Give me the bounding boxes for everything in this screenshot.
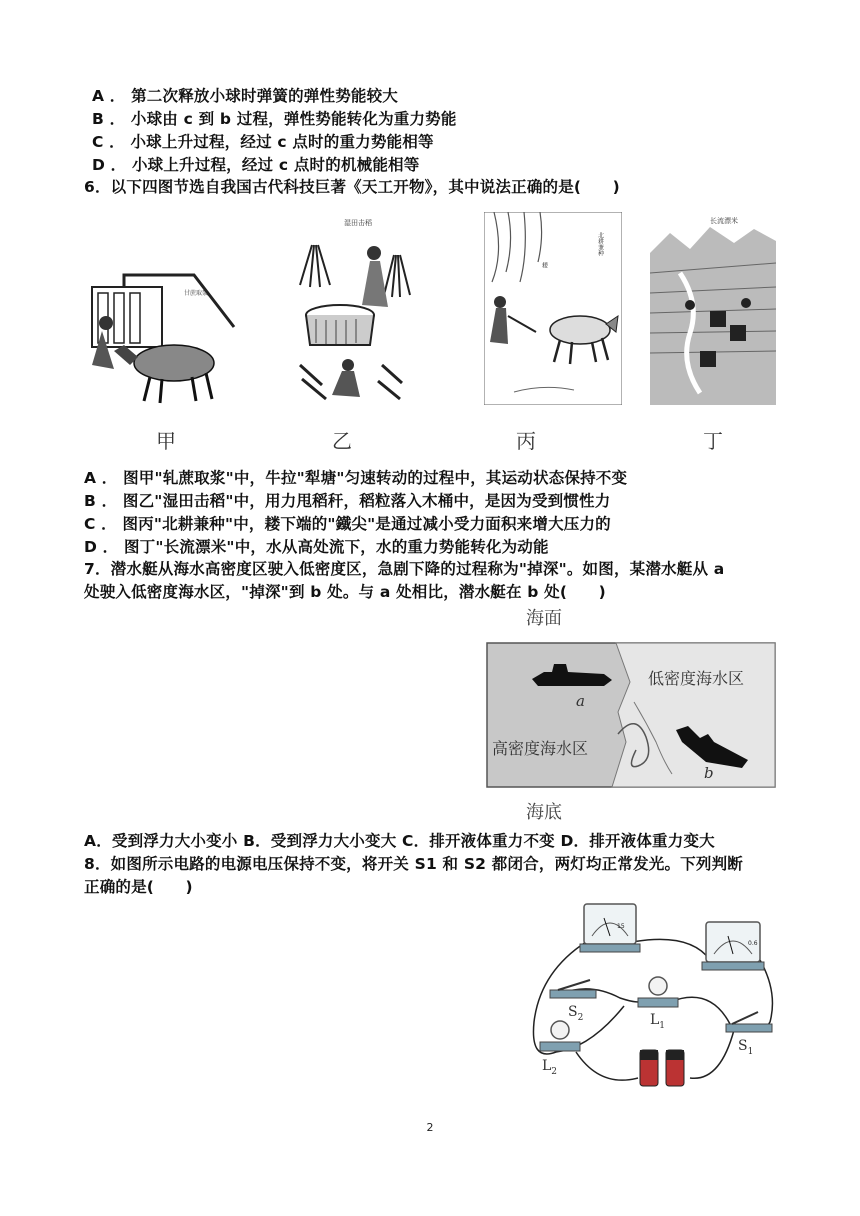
label-sea-floor: 海底 bbox=[526, 802, 562, 823]
page-number: 2 bbox=[426, 1121, 434, 1134]
figure-jia-sugarcane-press bbox=[84, 265, 240, 405]
label-s2 bbox=[568, 1004, 583, 1023]
label-s2-letter: S bbox=[568, 1004, 578, 1020]
q7-stem-line1: 7．潜水艇从海水高密度区驶入低密度区，急剧下降的过程称为"掉深"。如图，某潜水艇从 a bbox=[84, 560, 725, 578]
lamp-l2-icon bbox=[551, 1021, 569, 1039]
q6-option-b: B ． 图乙"湿田击稻"中，用力甩稻秆，稻粒落入木桶中，是因为受到惯性力 bbox=[84, 492, 611, 510]
label-l2 bbox=[542, 1058, 557, 1077]
q8-stem-line1: 8．如图所示电路的电源电压保持不变，将开关 S1 和 S2 都闭合，两灯均正常发光。下列判断 bbox=[84, 855, 743, 873]
switch-s1-icon bbox=[726, 1024, 772, 1032]
label-l2-letter: L bbox=[542, 1058, 552, 1074]
caption-jia: 甲 bbox=[156, 429, 176, 453]
q6-option-c: C ． 图丙"北耕兼种"中，耧下端的"鐵尖"是通过减小受力面积来增大压力的 bbox=[84, 515, 611, 533]
q7-figure-submarine bbox=[486, 600, 778, 828]
q6-stem: 6．以下四图节选自我国古代科技巨著《天工开物》，其中说法正确的是( ) bbox=[84, 178, 620, 196]
label-l1 bbox=[650, 1012, 665, 1031]
svg-text:长流漂米: 长流漂米 bbox=[710, 217, 738, 225]
svg-text:甘蔗取浆: 甘蔗取浆 bbox=[184, 290, 209, 297]
label-low-density-region: 低密度海水区 bbox=[648, 669, 745, 688]
label-high-density-region: 高密度海水区 bbox=[492, 739, 589, 758]
figure-yi-threshing-rice bbox=[292, 215, 412, 405]
q6-option-a: A ． 图甲"轧蔗取浆"中，牛拉"犁塘"匀速转动的过程中，其运动状态保持不变 bbox=[84, 469, 628, 487]
q7-sea-diagram bbox=[486, 642, 778, 790]
caption-yi: 乙 bbox=[332, 429, 352, 453]
q7-options: A．受到浮力大小变小 B．受到浮力大小变大 C．排开液体重力不变 D．排开液体重力变大 bbox=[84, 832, 715, 850]
ammeter-1-icon bbox=[584, 904, 636, 944]
meter2-scale-label: 0.6 bbox=[748, 940, 758, 947]
q8-circuit-figure bbox=[520, 902, 778, 1094]
q6-option-d: D ． 图丁"长流漂米"中，水从高处流下，水的重力势能转化为动能 bbox=[84, 538, 549, 556]
q5-option-c: C ． 小球上升过程，经过 c 点时的重力势能相等 bbox=[92, 133, 434, 151]
svg-text:耧: 耧 bbox=[540, 262, 548, 268]
label-point-b: b bbox=[704, 764, 714, 782]
label-sea-surface: 海面 bbox=[526, 608, 562, 629]
meter1-scale-label: 15 bbox=[617, 923, 625, 930]
q8-stem-line2: 正确的是( ) bbox=[84, 878, 193, 896]
caption-ding: 丁 bbox=[703, 429, 723, 453]
label-s1-letter: S bbox=[738, 1038, 748, 1054]
q7-stem-line2: 处驶入低密度海水区，"掉深"到 b 处。与 a 处相比，潜水艇在 b 处( ) bbox=[84, 583, 606, 601]
label-s1-sub: 1 bbox=[747, 1046, 754, 1057]
label-s1 bbox=[738, 1038, 753, 1057]
switch-s2-icon bbox=[550, 990, 596, 998]
label-point-a: a bbox=[576, 692, 585, 710]
label-l2-sub: 2 bbox=[551, 1066, 558, 1077]
figure-ding-water-flow bbox=[650, 213, 776, 405]
caption-bing: 丙 bbox=[516, 429, 536, 453]
svg-text:湿田击稻: 湿田击稻 bbox=[344, 219, 372, 227]
label-l1-sub: 1 bbox=[659, 1020, 666, 1031]
q5-option-d: D ． 小球上升过程，经过 c 点时的机械能相等 bbox=[92, 156, 420, 174]
figure-bing-ploughing bbox=[484, 212, 622, 405]
q5-option-b: B ． 小球由 c 到 b 过程，弹性势能转化为重力势能 bbox=[92, 110, 457, 128]
circuit-wiring bbox=[520, 902, 778, 1094]
q5-option-a: A ． 第二次释放小球时弹簧的弹性势能较大 bbox=[92, 87, 398, 105]
label-l1-letter: L bbox=[650, 1012, 660, 1028]
label-s2-sub: 2 bbox=[577, 1012, 584, 1023]
svg-text:北耕兼种: 北耕兼种 bbox=[596, 232, 604, 256]
lamp-l1-icon bbox=[649, 977, 667, 995]
